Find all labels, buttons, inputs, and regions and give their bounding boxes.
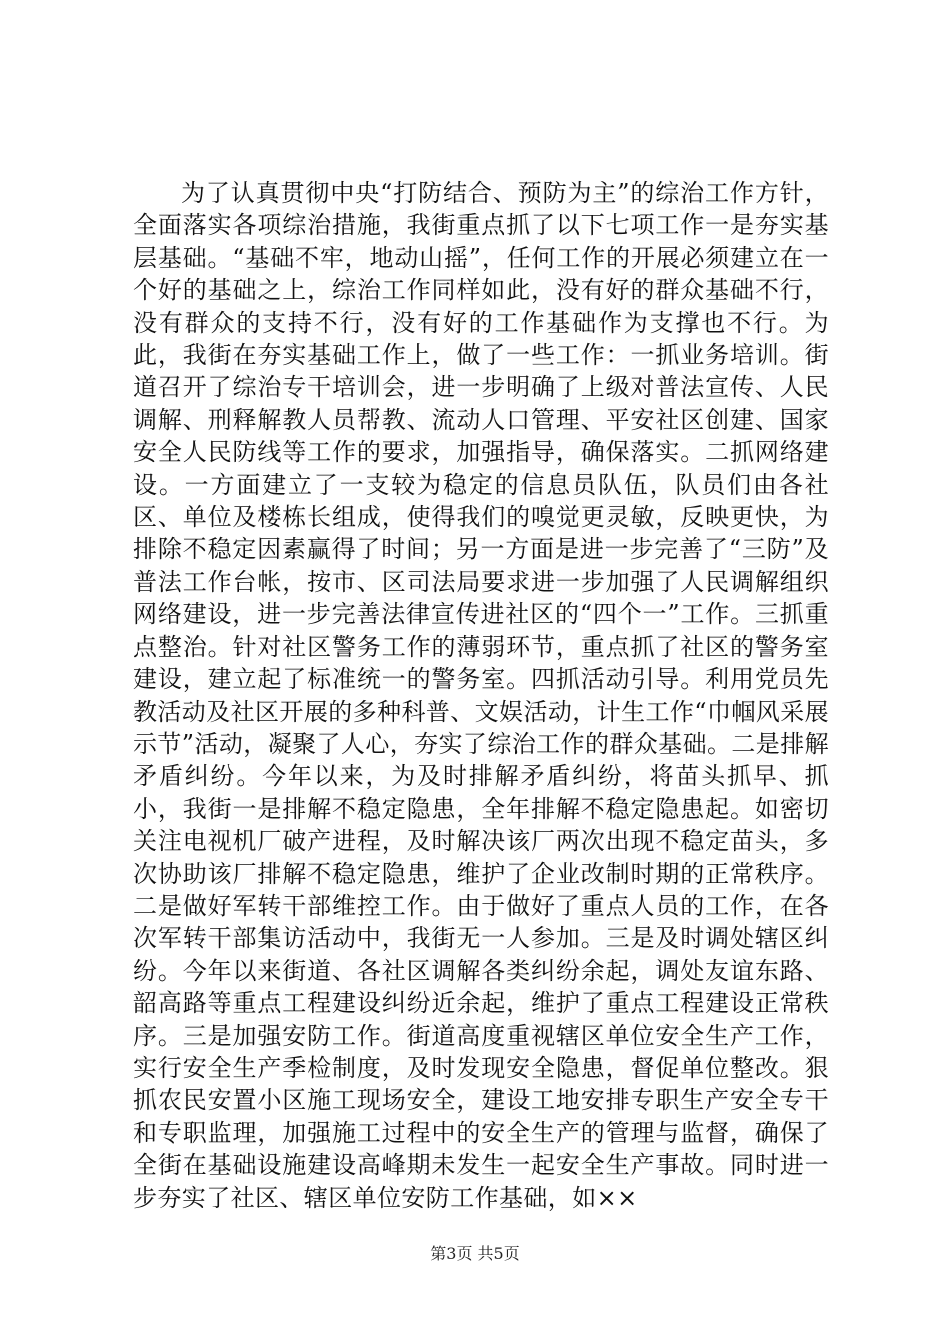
page-number-footer: 第3页 共5页 <box>430 1244 520 1263</box>
body-paragraph: 为了认真贯彻中央“打防结合、预防为主”的综治工作方针，全面落实各项综治措施，我街重点抓了以下七项工作一是夯实基层基础。“基础不牢，地动山摇”，任何工作的开展必须建立在一个好的基础之上，综治工作同样如此，没有好的群众基础不行，没有群众的支持不行，没有好的工作基础作为支撑也不行。为此，我街在夯实基础工作上，做了一些工作：一抓业务培训。街道召开了综治专干培训会，进一步明确了上级对普法宣传、人民调解、刑释解教人员帮教、流动人口管理、平安社区创建、国家安全人民防线等工作的要求，加强指导，确保落实。二抓网络建设。一方面建立了一支较为稳定的信息员队伍，队员们由各社区、单位及楼栋长组成，使得我们的嗅觉更灵敏，反映更快，为排除不稳定因素赢得了时间；另一方面是进一步完善了“三防”及普法工作台帐，按市、区司法局要求进一步加强了人民调解组织网络建设，进一步完善法律宣传进社区的“四个一”工作。三抓重点整治。针对社区警务工作的薄弱环节，重点抓了社区的警务室建设，建立起了标准统一的警务室。四抓活动引导。利用党员先教活动及社区开展的多种科普、文娱活动，计生工作“巾帼风采展示节”活动，凝聚了人心，夯实了综治工作的群众基础。二是排解矛盾纠纷。今年以来，为及时排解矛盾纠纷，将苗头抓早、抓小，我街一是排解不稳定隐患，全年排解不稳定隐患起。如密切关注电视机厂破产进程，及时解决该厂两次出现不稳定苗头，多次协助该厂排解不稳定隐患，维护了企业改制时期的正常秩序。二是做好军转干部维控工作。由于做好了重点人员的工作，在各次军转干部集访活动中，我街无一人参加。三是及时调处辖区纠纷。今年以来街道、各社区调解各类纠纷余起，调处友谊东路、韶高路等重点工程建设纠纷近余起，维护了重点工程建设正常秩序。三是加强安防工作。街道高度重视辖区单位安全生产工作，实行安全生产季检制度，及时发现安全隐患，督促单位整改。狠抓农民安置小区施工现场安全，建设工地安排专职生产安全专干和专职监理，加强施工过程中的安全生产的管理与监督，确保了全街在基础设施建设高峰期未发生一起安全生产事故。同时进一步夯实了社区、辖区单位安防工作基础，如×× <box>133 179 829 1212</box>
